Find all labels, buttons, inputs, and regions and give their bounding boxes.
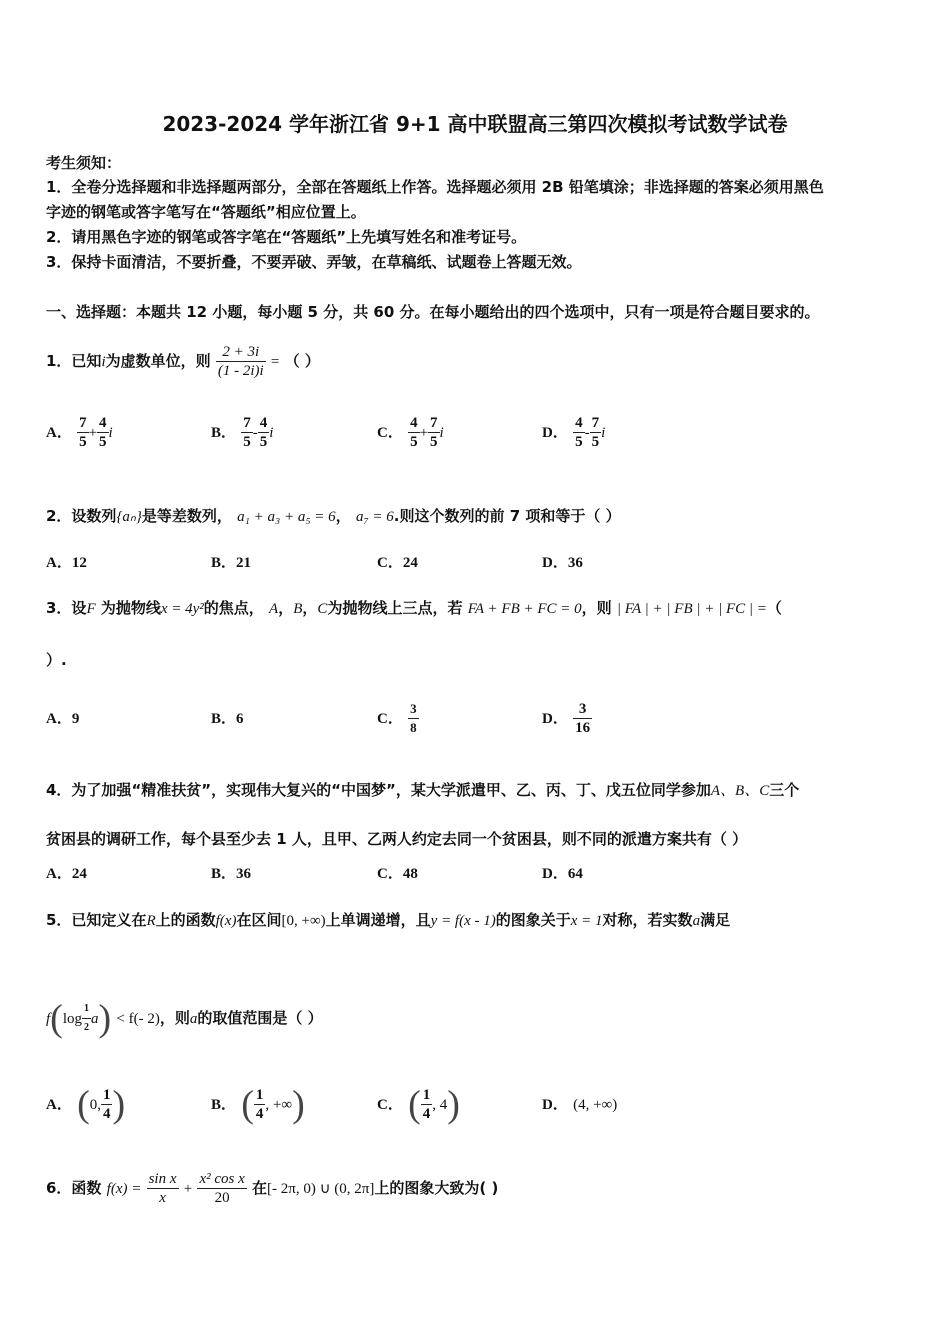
imag-unit: i: [108, 425, 113, 441]
num: sin x: [148, 1171, 177, 1187]
q6-fraction-2: [197, 1170, 246, 1207]
option-label: D．: [542, 1097, 568, 1113]
q3-c1: ，: [278, 599, 294, 617]
q3-mid4: ，则: [581, 599, 612, 617]
q4-option-d: [542, 863, 583, 884]
op: +: [88, 425, 98, 441]
q5-axis: x = 1: [570, 913, 603, 929]
q2-sequence: {aₙ}: [116, 509, 142, 525]
q6-domain: [- 2π, 0) ∪ (0, 2π]: [267, 1181, 375, 1197]
q6-plus: +: [183, 1181, 193, 1197]
q5-R: R: [146, 913, 156, 929]
q5-inequality: [46, 988, 323, 1049]
q3-A: A: [269, 601, 279, 617]
q3-condition: FA + FB + FC = 0: [467, 601, 582, 617]
q6-fx: f(x) =: [106, 1181, 142, 1197]
option-label: B．: [211, 1097, 237, 1113]
den: 8: [410, 720, 417, 735]
q3-mid2: 的焦点，: [203, 599, 264, 617]
num: 1: [102, 1087, 111, 1103]
num: 7: [79, 415, 87, 431]
q2-mid: 是等差数列，: [141, 507, 232, 525]
q1-mid: 为虚数单位，则: [105, 352, 211, 370]
num: 4: [575, 415, 583, 431]
q1-numerator: 2 + 3i: [216, 343, 266, 362]
option-value: (4, +∞): [573, 1097, 618, 1113]
q6-mid: 在: [252, 1179, 268, 1197]
option-fraction: [573, 700, 592, 737]
option-label: B．: [211, 711, 237, 727]
option-value: , 4: [432, 1097, 448, 1113]
q1-i: i: [101, 354, 106, 370]
q2-option-d: [542, 552, 583, 573]
q5-arg: a: [91, 1011, 99, 1027]
q3-C: C: [317, 601, 328, 617]
num: 4: [259, 415, 268, 431]
q2-pre: 2．设数列: [46, 507, 117, 525]
q6-post: 上的图象大致为( ): [374, 1179, 499, 1197]
left-paren-icon: (: [77, 1083, 90, 1126]
q5-mid2: 在区间: [236, 911, 282, 929]
question-1: [46, 336, 320, 387]
q4-abc: A、B、C: [710, 783, 770, 799]
q3-B: B: [293, 601, 303, 617]
q5-then: ，则: [159, 1009, 190, 1027]
option-label: A．: [46, 711, 72, 727]
q5-mid5: 对称，若实数: [602, 911, 693, 929]
option-value: 64: [567, 866, 583, 882]
q5-log: log: [62, 1011, 82, 1027]
q5-option-d: [542, 1094, 617, 1115]
option-label: C．: [377, 866, 403, 882]
right-paren-icon: ): [447, 1083, 460, 1126]
option-value: 36: [567, 555, 583, 571]
option-value: , +∞: [265, 1097, 293, 1113]
option-fraction: [258, 414, 270, 451]
right-paren-icon: ): [292, 1083, 305, 1126]
q3-option-a: [46, 708, 79, 729]
q1-option-a: [46, 410, 113, 455]
option-value: 24: [402, 555, 418, 571]
q5-log-base: [82, 1000, 91, 1037]
option-label: A．: [46, 1097, 72, 1113]
left-paren-icon: (: [50, 997, 63, 1040]
option-fraction: [77, 414, 89, 451]
q5-mid1: 上的函数: [155, 911, 216, 929]
question-4: [46, 780, 799, 801]
option-value: 0,: [89, 1097, 101, 1113]
q5-option-a: [46, 1074, 125, 1135]
den: 5: [430, 434, 438, 450]
q1-eq: =: [270, 354, 280, 370]
num: 7: [430, 415, 438, 431]
q3-pre: 3．设: [46, 599, 87, 617]
q4-line2: 贫困县的调研工作，每个县至少去 1 人，且甲、乙两人约定去同一个贫困县，则不同的派遣方案共有（ ）: [46, 830, 748, 848]
den: 4: [102, 1106, 111, 1122]
num: 4: [410, 415, 418, 431]
option-fraction: [408, 700, 419, 737]
q3-c2: ，: [302, 599, 318, 617]
question-6: [46, 1158, 498, 1219]
q4-option-a: [46, 863, 87, 884]
q4-option-b: [211, 863, 251, 884]
imag-unit: i: [439, 425, 444, 441]
num: 1: [422, 1087, 431, 1103]
num: 7: [591, 415, 600, 431]
den: 4: [255, 1106, 264, 1122]
q2-post: .则这个数列的前 7 项和等于（ ）: [393, 507, 621, 525]
q3-mid3: 为抛物线上三点，若: [327, 599, 463, 617]
q2-option-c: [377, 552, 418, 573]
q2-sep: ，: [335, 507, 351, 525]
option-label: B．: [211, 425, 237, 441]
question-5: [46, 910, 730, 931]
option-label: A．: [46, 425, 72, 441]
num: 1: [255, 1087, 264, 1103]
q5-f: f: [46, 1011, 51, 1027]
q3-option-b: [211, 708, 244, 729]
q4-line1: 4．为了加强“精准扶贫”，实现伟大复兴的“中国梦”，某大学派遣甲、乙、丙、丁、戊五位同学参加: [46, 781, 711, 799]
q3-parabola: x = 4y²: [160, 601, 204, 617]
option-fraction: [408, 414, 420, 451]
den: x: [159, 1190, 166, 1206]
q6-pre: 6．函数: [46, 1179, 102, 1197]
option-fraction: [428, 414, 440, 451]
q5-interval: [0, +∞): [281, 913, 326, 929]
option-value: 48: [402, 866, 418, 882]
option-fraction: [421, 1086, 433, 1123]
option-label: D．: [542, 555, 568, 571]
den: 5: [243, 434, 251, 450]
q1-option-b: [211, 410, 273, 455]
q3-mid1: 为抛物线: [100, 599, 161, 617]
q4-option-c: [377, 863, 418, 884]
option-label: B．: [211, 555, 237, 571]
page-title: 2023-2024 学年浙江省 9+1 高中联盟高三第四次模拟考试数学试卷: [162, 112, 788, 136]
q3-F: F: [86, 601, 96, 617]
notice-item: 2．请用黑色字迹的钢笔或答字笔在“答题纸”上先填写姓名和准考证号。: [46, 228, 527, 246]
num: 1: [82, 1000, 91, 1019]
q5-a: a: [692, 913, 701, 929]
q3-line2: ）.: [46, 651, 67, 669]
q2-option-b: [211, 552, 251, 573]
num: 7: [243, 415, 251, 431]
notice-item: 1．全卷分选择题和非选择题两部分，全部在答题纸上作答。选择题必须用 2B 铅笔填涂；非选择题的答案必须用黑色: [46, 178, 824, 196]
q5-fx: f(x): [215, 913, 237, 929]
left-paren-icon: (: [408, 1083, 421, 1126]
left-paren-icon: (: [241, 1083, 254, 1126]
q1-option-c: [377, 410, 444, 455]
question-3: [46, 598, 782, 619]
option-label: D．: [542, 711, 568, 727]
option-label: C．: [377, 425, 403, 441]
q5-mid4: 的图象关于: [495, 911, 571, 929]
right-paren-icon: ): [112, 1083, 126, 1126]
q5-option-b: [211, 1074, 305, 1135]
op: -: [252, 425, 258, 441]
q6-fraction-1: [147, 1170, 179, 1207]
den: 5: [575, 434, 583, 450]
notice-heading: 考生须知：: [46, 154, 122, 172]
option-label: D．: [542, 866, 568, 882]
den: 2: [84, 1022, 89, 1033]
imag-unit: i: [269, 425, 274, 441]
op: +: [419, 425, 429, 441]
option-label: A．: [46, 866, 72, 882]
option-label: C．: [377, 555, 403, 571]
option-label: C．: [377, 1097, 403, 1113]
section-heading: 一、选择题：本题共 12 小题，每小题 5 分，共 60 分。在每小题给出的四个选项中，只有一项是符合题目要求的。: [46, 303, 820, 321]
option-value: 9: [71, 711, 80, 727]
option-value: 12: [71, 555, 87, 571]
q1-option-d: [542, 410, 605, 455]
option-label: C．: [377, 711, 403, 727]
op: -: [584, 425, 590, 441]
q2-condition-2: a₇ = 6: [355, 509, 394, 525]
q1-pre: 1．已知: [46, 352, 102, 370]
notice-item: 3．保持卡面清洁，不要折叠，不要弄破、弄皱，在草稿纸、试题卷上答题无效。: [46, 253, 582, 271]
den: 5: [79, 434, 87, 450]
option-fraction: [241, 414, 253, 451]
option-value: 6: [236, 711, 244, 727]
right-paren-icon: ): [98, 997, 112, 1040]
option-fraction: [101, 1086, 113, 1123]
den: 5: [410, 434, 418, 450]
option-value: 24: [71, 866, 87, 882]
q5-mid3: 上单调递增，且: [325, 911, 431, 929]
option-fraction: [590, 414, 602, 451]
option-value: 21: [236, 555, 252, 571]
den: 4: [422, 1106, 431, 1122]
q1-denominator: (1 - 2i)i: [217, 363, 264, 379]
q5-then2: 的取值范围是（ ）: [197, 1009, 323, 1027]
num: x² cos x: [199, 1171, 245, 1187]
option-label: A．: [46, 555, 72, 571]
q1-fraction: [216, 343, 266, 380]
option-fraction: [254, 1086, 266, 1123]
option-fraction: [97, 414, 109, 451]
q5-option-c: [377, 1074, 460, 1135]
q5-pre: 5．已知定义在: [46, 911, 147, 929]
q1-paren: （ ）: [284, 352, 320, 370]
q5-tail: 满足: [700, 911, 731, 929]
q3-tail: （: [766, 599, 782, 617]
option-fraction: [573, 414, 585, 451]
q4-line1b: 三个: [769, 781, 800, 799]
q2-option-a: [46, 552, 87, 573]
den: 5: [99, 434, 107, 450]
q3-expression: | FA | + | FB | + | FC | =: [616, 601, 767, 617]
den: 5: [591, 434, 600, 450]
num: 3: [573, 700, 592, 719]
num: 3: [408, 700, 419, 719]
den: 5: [259, 434, 268, 450]
notice-item: 字迹的钢笔或答字笔写在“答题纸”相应位置上。: [46, 203, 366, 221]
question-2: [46, 506, 621, 527]
num: 4: [99, 415, 107, 431]
q5-shift: y = f(x - 1): [430, 913, 496, 929]
q2-condition-1: a₁ + a₃ + a₅ = 6: [237, 509, 336, 525]
den: 16: [575, 720, 591, 736]
option-label: D．: [542, 425, 568, 441]
q5-a2: a: [189, 1011, 198, 1027]
q3-option-c: [377, 688, 419, 749]
q3-option-d: [542, 688, 592, 749]
q5-rhs: < f(- 2): [116, 1011, 160, 1027]
option-value: 36: [236, 866, 252, 882]
option-label: B．: [211, 866, 237, 882]
den: 20: [214, 1190, 230, 1206]
imag-unit: i: [601, 425, 606, 441]
